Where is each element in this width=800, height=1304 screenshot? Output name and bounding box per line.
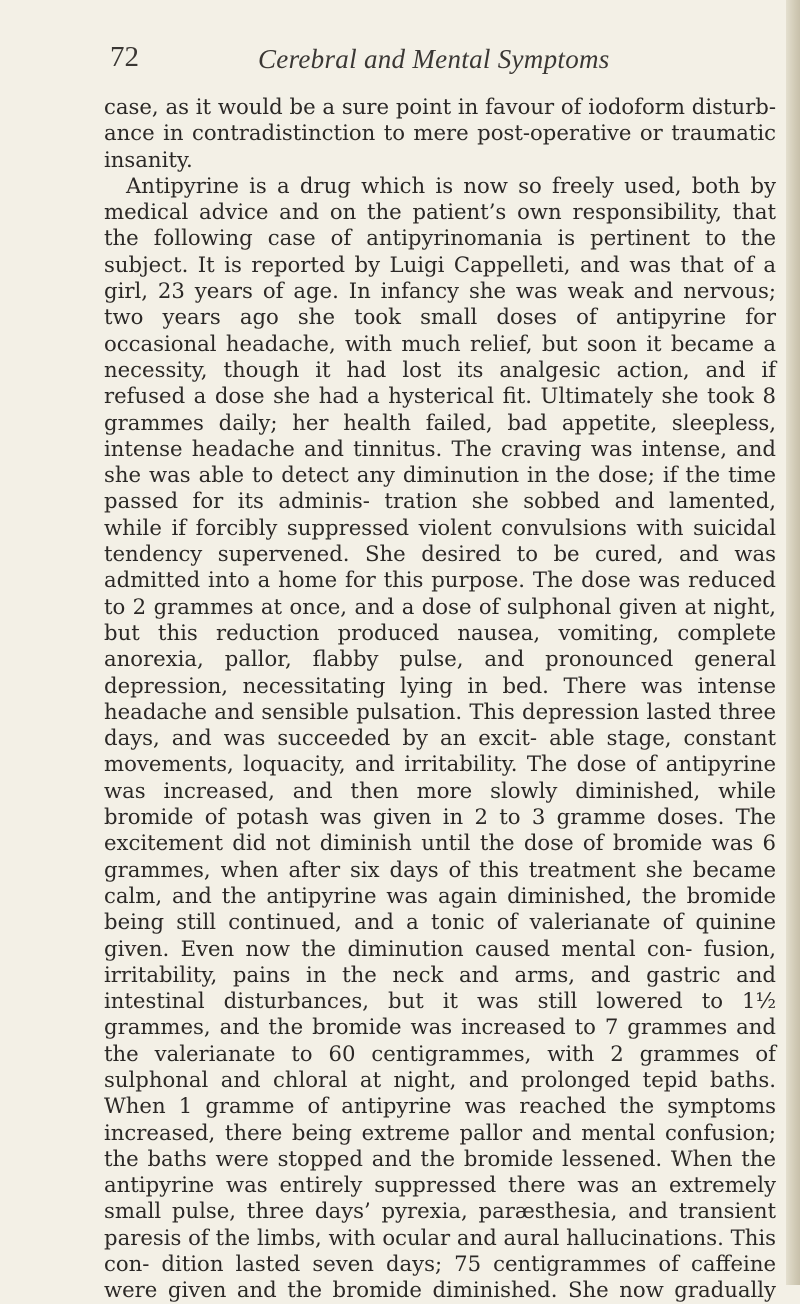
page-edge-shadow <box>786 0 800 1285</box>
page-header <box>0 40 800 80</box>
running-head: Cerebral and Mental Symptoms <box>258 44 610 74</box>
paragraph: Antipyrine is a drug which is now so freely used, both by medical advice and on the patient’s own responsibility, that the following case of antipyrinomania is pertinent to the subject. It is reported by Luigi Cappelleti, and was that of a girl, 23 years of age. In infancy she was weak and nervous; two years ago she took small doses of antipyrine for occasional headache, with much relief, but soon it became a necessity, though it had lost its analgesic action, and if refused a dose she had a hysterical fit. Ultimately she took 8 grammes daily; her health failed, bad appetite, sleepless, intense headache and tinnitus. The craving was intense, and she was able to detect any diminution in the dose; if the time passed for its adminis- tration she sobbed and lamented, while if forcibly suppressed violent convulsions with suicidal tendency supervened. She desired to be cured, and was admitted into a home for this purpose. The dose was reduced to 2 grammes at once, and a dose of sulphonal given at night, but this reduction produced nausea, vomiting, complete anorexia, pallor, flabby pulse, and pronounced general depression, necessitating lying in bed. There was intense headache and sensible pulsation. This depression lasted three days, and was succeeded by an excit- able stage, constant movements, loquacity, and irritability. The dose of antipyrine was increased, and then more slowly diminished, while bromide of potash was given in 2 to 3 gramme doses. The excitement did not diminish until the dose of bromide was 6 grammes, when after six days of this treatment she became calm, and the antipyrine was again diminished, the bromide being still continued, and a tonic of valerianate of quinine given. Even now the diminution caused mental con- fusion, irritability, pains in the neck and arms, and gastric and intestinal disturbances, but it was still lowered to 1½ grammes, and the bromide was increased to 7 grammes and the valerianate to 60 centigrammes, with 2 grammes of sulphonal and chloral at night, and prolonged tepid baths. When 1 gramme of antipyrine was reached the symptoms increased, there being extreme pallor and mental confusion; the baths were stopped and the bromide lessened. When the antipyrine was entirely suppressed there was an extremely small pulse, three days’ pyrexia, paræsthesia, and transient paresis of the limbs, with ocular and aural hallucinations. This con- dition lasted seven days; 75 centigrammes of caffeine were given and the bromide diminished. She now gradually <box>104 172 776 1303</box>
page-number: 72 <box>110 41 139 73</box>
paragraph: case, as it would be a sure point in favour of iodoform disturb- ance in contradistinction to mere post-operative or traumatic insanity. <box>104 94 776 172</box>
body-text <box>104 94 776 1304</box>
